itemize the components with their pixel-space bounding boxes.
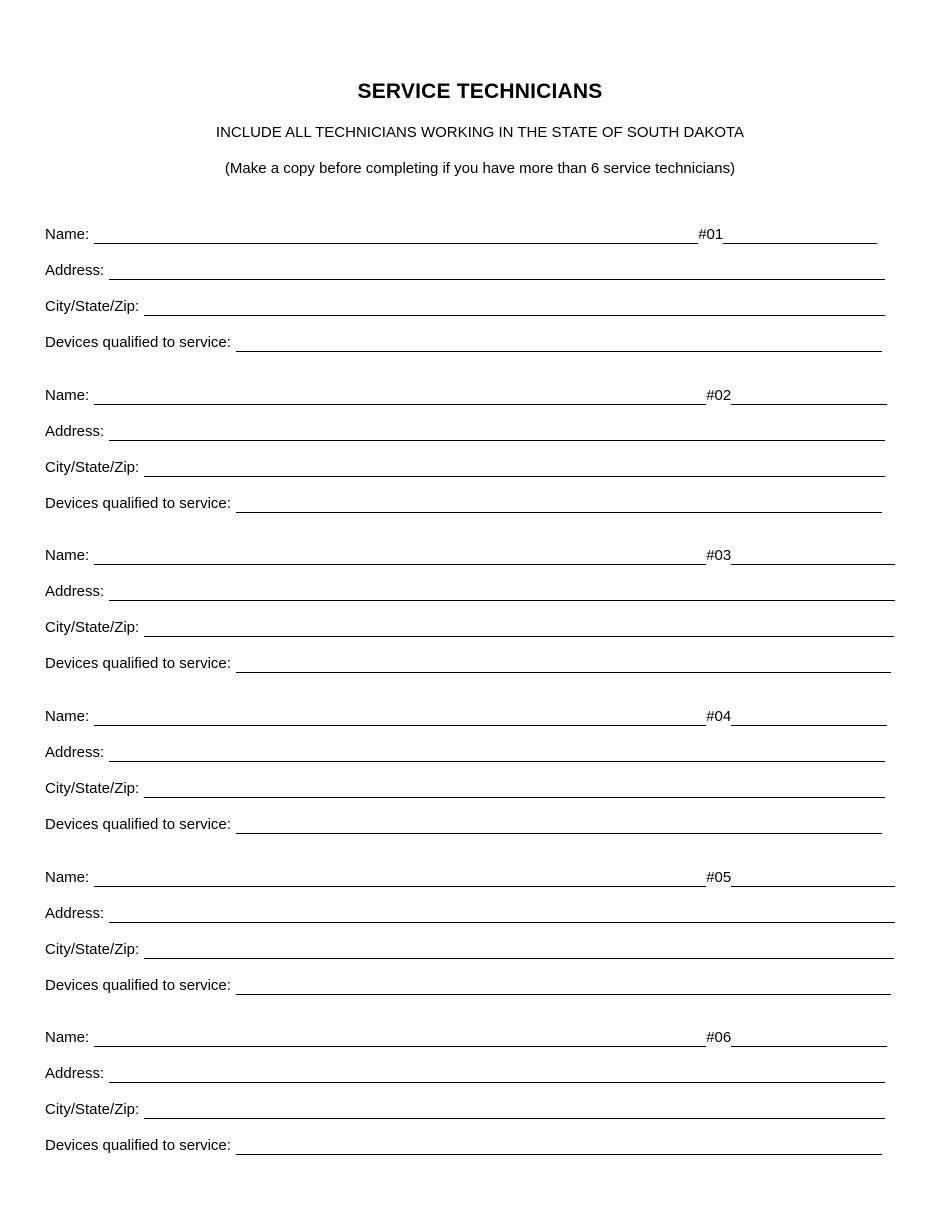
name-label: Name: — [45, 1029, 90, 1046]
devices-label: Devices qualified to service: — [45, 655, 231, 672]
technician-id-field[interactable] — [731, 1031, 887, 1047]
technician-block-06 — [45, 1027, 887, 1171]
city-state-zip-field[interactable] — [144, 621, 894, 637]
name-field[interactable] — [94, 710, 706, 726]
technician-id-field[interactable] — [731, 871, 895, 887]
technician-block-01 — [45, 224, 885, 368]
name-field[interactable] — [94, 228, 698, 244]
devices-label: Devices qualified to service: — [45, 1137, 231, 1154]
technician-id-field[interactable] — [731, 389, 887, 405]
devices-field[interactable] — [236, 818, 882, 834]
technician-block-05 — [45, 867, 895, 1011]
name-label: Name: — [45, 387, 90, 404]
technician-number: #03 — [706, 547, 732, 564]
technician-id-field[interactable] — [731, 549, 895, 565]
address-label: Address: — [45, 744, 105, 761]
technician-id-field[interactable] — [731, 710, 887, 726]
address-label: Address: — [45, 262, 105, 279]
name-field[interactable] — [94, 871, 706, 887]
address-label: Address: — [45, 583, 105, 600]
devices-label: Devices qualified to service: — [45, 816, 231, 833]
name-field[interactable] — [94, 1031, 706, 1047]
address-field[interactable] — [109, 746, 885, 762]
devices-field[interactable] — [236, 979, 891, 995]
address-field[interactable] — [109, 585, 895, 601]
technician-number: #01 — [698, 226, 724, 243]
technician-id-field[interactable] — [723, 228, 877, 244]
technician-number: #02 — [706, 387, 732, 404]
city-state-zip-field[interactable] — [144, 300, 885, 316]
page-subtitle: INCLUDE ALL TECHNICIANS WORKING IN THE STATE OF SOUTH DAKOTA — [215, 124, 745, 141]
city-state-zip-label: City/State/Zip: — [45, 780, 140, 797]
devices-label: Devices qualified to service: — [45, 977, 231, 994]
address-field[interactable] — [109, 1067, 885, 1083]
instructions-note: (Make a copy before completing if you have more than 6 service technicians) — [224, 160, 736, 177]
city-state-zip-label: City/State/Zip: — [45, 619, 140, 636]
city-state-zip-field[interactable] — [144, 1103, 885, 1119]
name-field[interactable] — [94, 549, 706, 565]
city-state-zip-label: City/State/Zip: — [45, 941, 140, 958]
address-label: Address: — [45, 423, 105, 440]
technician-block-04 — [45, 706, 887, 850]
city-state-zip-label: City/State/Zip: — [45, 459, 140, 476]
technician-number: #04 — [706, 708, 732, 725]
city-state-zip-field[interactable] — [144, 782, 885, 798]
address-field[interactable] — [109, 907, 895, 923]
city-state-zip-label: City/State/Zip: — [45, 1101, 140, 1118]
name-label: Name: — [45, 708, 90, 725]
name-label: Name: — [45, 226, 90, 243]
devices-field[interactable] — [236, 657, 891, 673]
devices-field[interactable] — [236, 336, 882, 352]
name-label: Name: — [45, 869, 90, 886]
devices-field[interactable] — [236, 1139, 882, 1155]
city-state-zip-field[interactable] — [144, 461, 885, 477]
name-field[interactable] — [94, 389, 706, 405]
address-label: Address: — [45, 905, 105, 922]
devices-label: Devices qualified to service: — [45, 334, 231, 351]
name-label: Name: — [45, 547, 90, 564]
address-label: Address: — [45, 1065, 105, 1082]
technician-number: #05 — [706, 869, 732, 886]
devices-field[interactable] — [236, 497, 882, 513]
technician-block-03 — [45, 545, 895, 689]
city-state-zip-field[interactable] — [144, 943, 894, 959]
address-field[interactable] — [109, 425, 885, 441]
page-title: SERVICE TECHNICIANS — [357, 80, 603, 103]
address-field[interactable] — [109, 264, 885, 280]
city-state-zip-label: City/State/Zip: — [45, 298, 140, 315]
technician-number: #06 — [706, 1029, 732, 1046]
technician-block-02 — [45, 385, 887, 529]
devices-label: Devices qualified to service: — [45, 495, 231, 512]
